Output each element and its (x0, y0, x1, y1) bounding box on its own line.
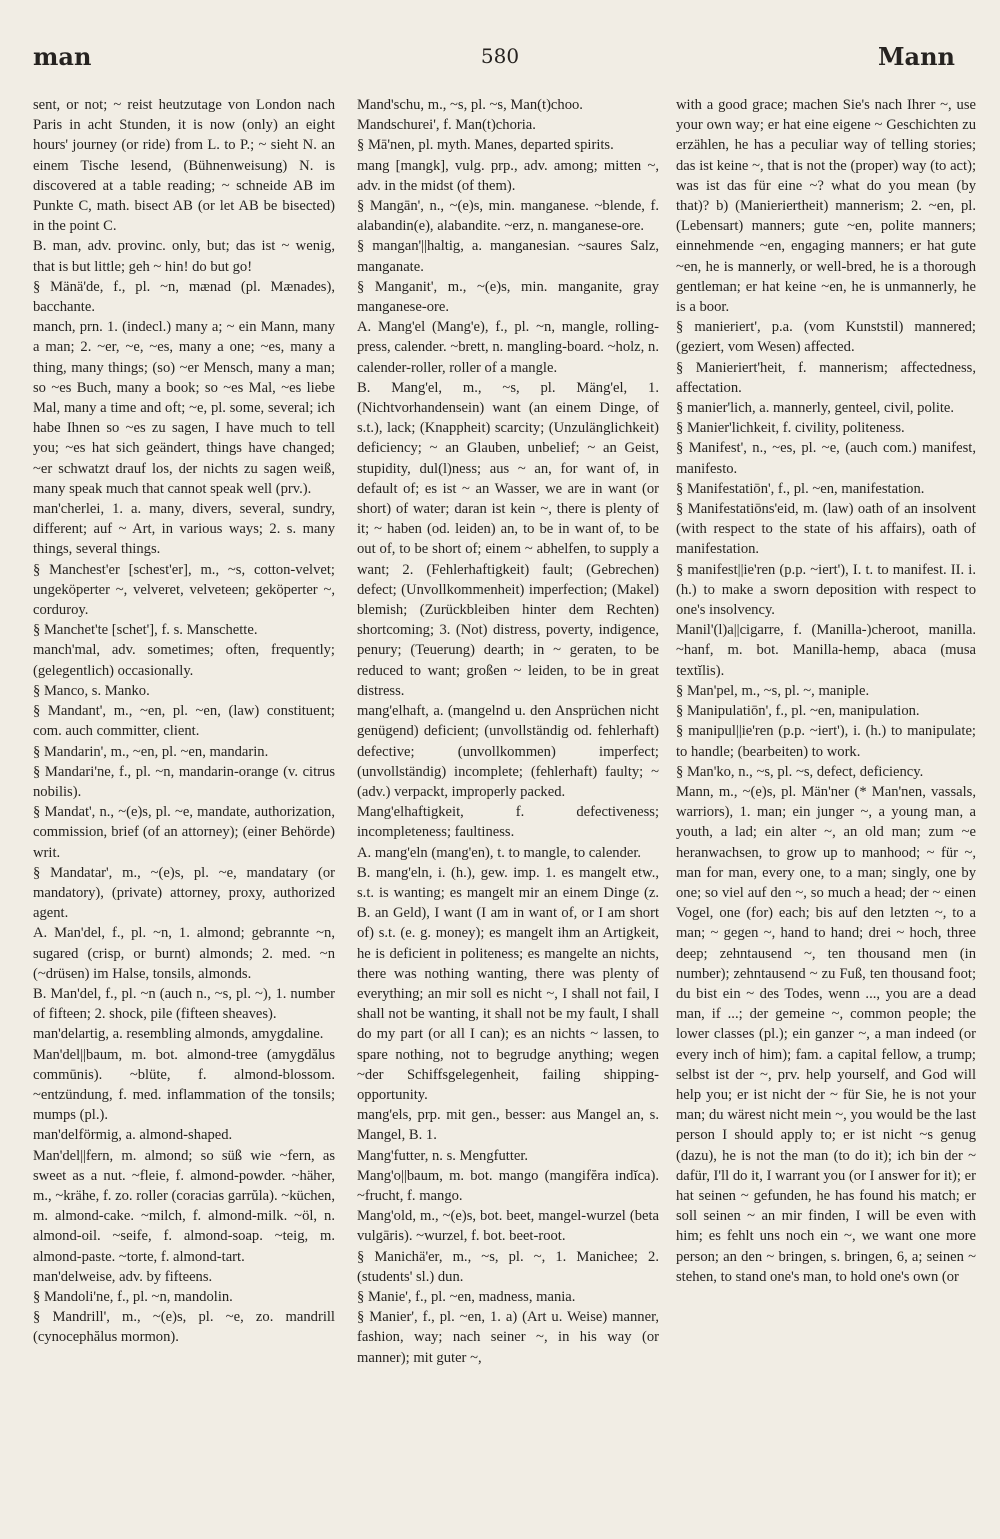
dictionary-entry: A. Mang'el (Mang'e), f., pl. ~n, mangle, rolling-press, calender. ~brett, n. mangling-board. ~holz, n. calender-roller, roller of a mangle. (357, 319, 659, 376)
dictionary-entry: § manipul||ie'ren (p.p. ~iert'), i. (h.) to manipulate; to handle; (bearbeiten) to work. (676, 723, 976, 760)
dictionary-entry: § Manichä'er, m., ~s, pl. ~, 1. Manichee; 2. (students' sl.) dun. (357, 1248, 659, 1285)
dictionary-entry: § Man'pel, m., ~s, pl. ~, maniple. (676, 682, 870, 699)
dictionary-entry: Mang'futter, n. s. Mengfutter. (357, 1147, 529, 1164)
dictionary-entry: mang'elhaft, a. (mangelnd u. den Ansprüchen nicht genügend) deficient; (unvollständig od. fehlerhaft) defective; (unvollkommen) imperfect; (unvollständig) incomplete; (fehlerhaft) faulty; ~ (adv.) verpackt, improperly packed. (357, 703, 659, 800)
dictionary-entry: B. Man'del, f., pl. ~n (auch n., ~s, pl. ~), 1. number of fifteen; 2. shock, pile (fifteen sheaves). (33, 985, 335, 1023)
dictionary-entry: § Mandari'ne, f., pl. ~n, mandarin-orange (v. citrus nobilis). (33, 763, 335, 800)
dictionary-entry: § Mandat', n., ~(e)s, pl. ~e, mandate, authorization, commission, brief (of an attorney); (einer Behörde) writ. (33, 804, 335, 861)
dictionary-entry: Mang'old, m., ~(e)s, bot. beet, mangel-wurzel (beta vulgāris). ~wurzel, f. bot. beet-root. (357, 1208, 659, 1245)
dictionary-entry: B. mang'eln, i. (h.), gew. imp. 1. es mangelt etw., s.t. is wanting; es mangelt mir an einem Dinge (z. B. an Geld), I want (I am in want of, or I am short of) s.t. (e. g. money); es mangelt ihm an Artigkeit, he is deficient in politeness; es mangelte an nichts, there was nothing wanting, there was plenty of everything; an mir soll es nicht ~, I shall not fail, I shall not be wanting, it shall not be my fault, I shall do my part (or all I can); es an nichts ~ lassen, to spare nothing, not to begrudge anything; wegen ~der Schiffsgelegenheit, failing shipping-opportunity. (357, 864, 659, 1103)
dictionary-entry: § Manifestatiōn', f., pl. ~en, manifestation. (676, 480, 925, 497)
dictionary-entry: § manier'lich, a. mannerly, genteel, civil, polite. (676, 400, 955, 417)
dictionary-entry: A. mang'eln (mang'en), t. to mangle, to calender. (357, 844, 642, 861)
dictionary-entry: Mang'o||baum, m. bot. mango (mangifĕra indĭca). ~frucht, f. mango. (357, 1167, 659, 1204)
dictionary-entry: § Man'ko, n., ~s, pl. ~s, defect, deficiency. (676, 763, 924, 780)
dictionary-entry: Man'del||fern, m. almond; so süß wie ~fern, as sweet as a nut. ~fleie, f. almond-powder. ~häher, m., ~krähe, f. zo. roller (coracias garrŭla). ~küchen, m. almond-cake. ~milch, f. almond-milk. ~öl, n. almond-oil. ~seife, f. almond-soap. ~teig, m. almond-paste. ~torte, f. almond-tart. (33, 1147, 335, 1265)
dictionary-entry: § Manieriert'heit, f. mannerism; affectedness, affectation. (676, 359, 976, 396)
dictionary-entry: Man'del||baum, m. bot. almond-tree (amygdălus commūnis). ~blüte, f. almond-blossom. ~entzündung, f. med. inflammation of the tonsils; mumps (pl.). (33, 1046, 335, 1124)
dictionary-entry: § manifest||ie'ren (p.p. ~iert'), I. t. to manifest. II. i. (h.) to make a sworn deposition with respect to one's insolvency. (676, 561, 976, 619)
column-middle (357, 95, 659, 1368)
dictionary-entry: § Mandoli'ne, f., pl. ~n, mandolin. (33, 1288, 233, 1305)
column-left (33, 95, 335, 1348)
dictionary-entry: A. Man'del, f., pl. ~n, 1. almond; gebrannte ~n, sugared (crisp, or burnt) almonds; 2. med. ~n (~drüsen) im Halse, tonsils, almonds. (33, 925, 335, 982)
running-head-right: Mann (877, 42, 955, 71)
dictionary-entry: § Manie', f., pl. ~en, madness, mania. (357, 1288, 576, 1305)
running-head-left: man (33, 42, 92, 71)
dictionary-entry: manch, prn. 1. (indecl.) many a; ~ ein Mann, many a man; 2. ~er, ~e, ~es, many a one; ~es, many a thing, many things; (so) ~er Mensch, many a man; so ~es Buch, many a book; so ~es Mal, ~es liebe Mal, many a time and oft; ~e, pl. some, several; ich habe Ihnen so ~es zu sagen, I have much to tell you; ~es hat sich geändert, things have changed; ~er schwatzt drauf los, der nichts zu sagen weiß, many speak much that cannot speak well (prv.). (33, 319, 335, 497)
dictionary-entry: mang'els, prp. mit gen., besser: aus Mangel an, s. Mangel, B. 1. (357, 1107, 659, 1144)
dictionary-entry: Manil'(l)a||cigarre, f. (Manilla-)cheroot, manilla. ~hanf, m. bot. Manilla-hemp, abaca (musa textĭlis). (676, 622, 976, 679)
dictionary-entry: B. Mang'el, m., ~s, pl. Mäng'el, 1. (Nichtvorhandensein) want (an einem Dinge, of s.t.), lack; (Knappheit) scarcity; (Unzulänglichkeit) deficiency; ~ an Glauben, unbelief; ~ an Geist, stupidity, dul(l)ness; aus ~ an, for want of, in default of; es ist ~ an Wasser, we are in want (or short) of water; daran ist kein ~, there is plenty of it; ~ haben (od. leiden) an, to be in want of, to be out of, to be short of; einem ~ abhelfen, to supply a want; 2. (Fehlerhaftigkeit) fault; (Gebrechen) defect; (Unvollkommenheit) imperfection; (Makel) blemish; (Zurückbleiben hinter dem Rechten) shortcoming; 3. (Not) distress, poverty, indigence, penury; (Teuerung) dearth; in ~ geraten, to be reduced to want; großen ~ leiden, to be in great distress. (357, 379, 659, 699)
dictionary-entry: § Mänä'de, f., pl. ~n, mænad (pl. Mænades), bacchante. (33, 278, 335, 316)
dictionary-entry: § Manganit', m., ~(e)s, min. manganite, gray manganese-ore. (357, 278, 659, 316)
dictionary-entry: § Manier'lichkeit, f. civility, politeness. (676, 420, 905, 437)
dictionary-entry: Mann, m., ~(e)s, pl. Män'ner (* Man'nen, vassals, warriors), 1. man; ein junger ~, a young man, a youth, a lad; ein alter ~, an old man; zum ~e heranwachsen, to grow up to manhood; ~ für ~, man for man, every one, to a man; singly, one by one; so viel auf den ~, so much a head; der ~ einen Vogel, one (for) each; bis auf den letzten ~, to a man; ~ gegen ~, hand to hand; drei ~ hoch, three deep; zehntausend ~, ten thousand men (in number); zehntausend ~ zu Fuß, ten thousand foot; du bist ein ~ des Todes, wenn ..., you are a dead man, if ...; der gemeine ~, common people; the lower classes (pl.); ein ganzer ~, a man indeed (or every inch of him); fam. a capital fellow, a trump; selbst ist der ~, prv. help yourself, and God will help you; er ist nicht der ~ für Sie, he is not your man; du wärest nicht mein ~, you would be the last person I should apply to; er ist nicht ~s genug (dazu), he is not the man (to do it); ich bin der ~ dafür, I'll do it, I warrant you (or I answer for it); er hat seinen ~ gefunden, he has found his match; er soll seinen ~ an mir finden, I will be even with him; es fehlt uns noch ein ~, we want one more person; an den ~ bringen, s. bringen, 6, a; seinen ~ stehen, to stand one's man, to hold one's own (or (676, 783, 976, 1285)
dictionary-entry: § Manipulatiōn', f., pl. ~en, manipulation. (676, 703, 920, 720)
dictionary-entry: Mandschurei', f. Man(t)choria. (357, 117, 536, 134)
dictionary-entry: Mang'elhaftigkeit, f. defectiveness; incompleteness; faultiness. (357, 804, 659, 841)
dictionary-entry: § Mandant', m., ~en, pl. ~en, (law) constituent; com. auch committer, client. (33, 703, 335, 740)
dictionary-entry: § mangan'||haltig, a. manganesian. ~saures Salz, manganate. (357, 238, 659, 275)
dictionary-entry: § Mā'nen, pl. myth. Manes, departed spirits. (357, 137, 614, 154)
dictionary-entry: manch'mal, adv. sometimes; often, frequently; (gelegentlich) occasionally. (33, 642, 335, 679)
dictionary-entry: man'cherlei, 1. a. many, divers, several, sundry, different; auf ~ Art, in various ways; 2. s. many things, several things. (33, 501, 335, 558)
dictionary-entry: § Manier', f., pl. ~en, 1. a) (Art u. Weise) manner, fashion, way; nach seiner ~, in his way (or manner); mit guter ~, (357, 1309, 659, 1366)
dictionary-entry: § Mandarin', m., ~en, pl. ~en, mandarin. (33, 743, 269, 760)
dictionary-entry: B. man, adv. provinc. only, but; das ist ~ wenig, that is but little; geh ~ hin! do but go! (33, 238, 335, 275)
dictionary-entry: man'delförmig, a. almond-shaped. (33, 1127, 233, 1144)
dictionary-entry: man'delartig, a. resembling almonds, amygdaline. (33, 1026, 324, 1043)
dictionary-entry: mang [mangk], vulg. prp., adv. among; mitten ~, adv. in the midst (of them). (357, 157, 659, 194)
dictionary-entry: with a good grace; machen Sie's nach Ihrer ~, use your own way; er hat eine eigene ~ Geschichten zu erzählen, he has a peculiar way of telling stories; das ist keine ~, that is not the (proper) way (to act); was ist das für eine ~? what do you mean (by that)? b) (Manieriertheit) mannerism; 2. ~en, pl. (Lebensart) manners; gute ~en, polite manners; einnehmende ~en, engaging manners; er hat gute ~en, he is mannerly, or well-bred, he is a thorough gentleman; er hat keine ~en, he is unmannerly, he is a boor. (676, 97, 976, 316)
dictionary-entry: sent, or not; ~ reist heutzutage von London nach Paris in acht Stunden, it is now (only) an eight hours' journey (or ride) from L. to P.; ~ sieht N. an einem Tische lesend, (Bühnenweisung) N. is discovered at a table reading; ~ schneide AB im Punkte C, math. bisect AB (or let AB be bisected) in the point C. (33, 97, 335, 235)
dictionary-entry: § Mangān', n., ~(e)s, min. manganese. ~blende, f. alabandin(e), alabandite. ~erz, n. manganese-ore. (357, 198, 659, 235)
dictionary-entry: § Manifestatiōns'eid, m. (law) oath of an insolvent (with respect to the state of his affairs), oath of manifestation. (676, 501, 976, 558)
dictionary-entry: § Manchet'te [schet'], f. s. Manschette. (33, 622, 258, 639)
dictionary-entry: man'delweise, adv. by fifteens. (33, 1268, 213, 1285)
dictionary-entry: § Mandatar', m., ~(e)s, pl. ~e, mandatary (or mandatory), (private) attorney, proxy, authorized agent. (33, 864, 335, 922)
dictionary-entry: Mand'schu, m., ~s, pl. ~s, Man(t)choo. (357, 97, 583, 113)
page-number: 580 (480, 44, 520, 68)
dictionary-entry: § Manco, s. Manko. (33, 682, 150, 699)
dictionary-entry: § Manchest'er [schest'er], m., ~s, cotton-velvet; ungeköperter ~, velveret, velveteen; geköperter ~, corduroy. (33, 561, 335, 619)
dictionary-entry: § Mandrill', m., ~(e)s, pl. ~e, zo. mandrill (cynocephălus mormon). (33, 1309, 335, 1346)
column-right (676, 95, 976, 1287)
dictionary-entry: § manieriert', p.a. (vom Kunststil) mannered; (geziert, vom Wesen) affected. (676, 319, 976, 356)
dictionary-entry: § Manifest', n., ~es, pl. ~e, (auch com.) manifest, manifesto. (676, 440, 976, 477)
